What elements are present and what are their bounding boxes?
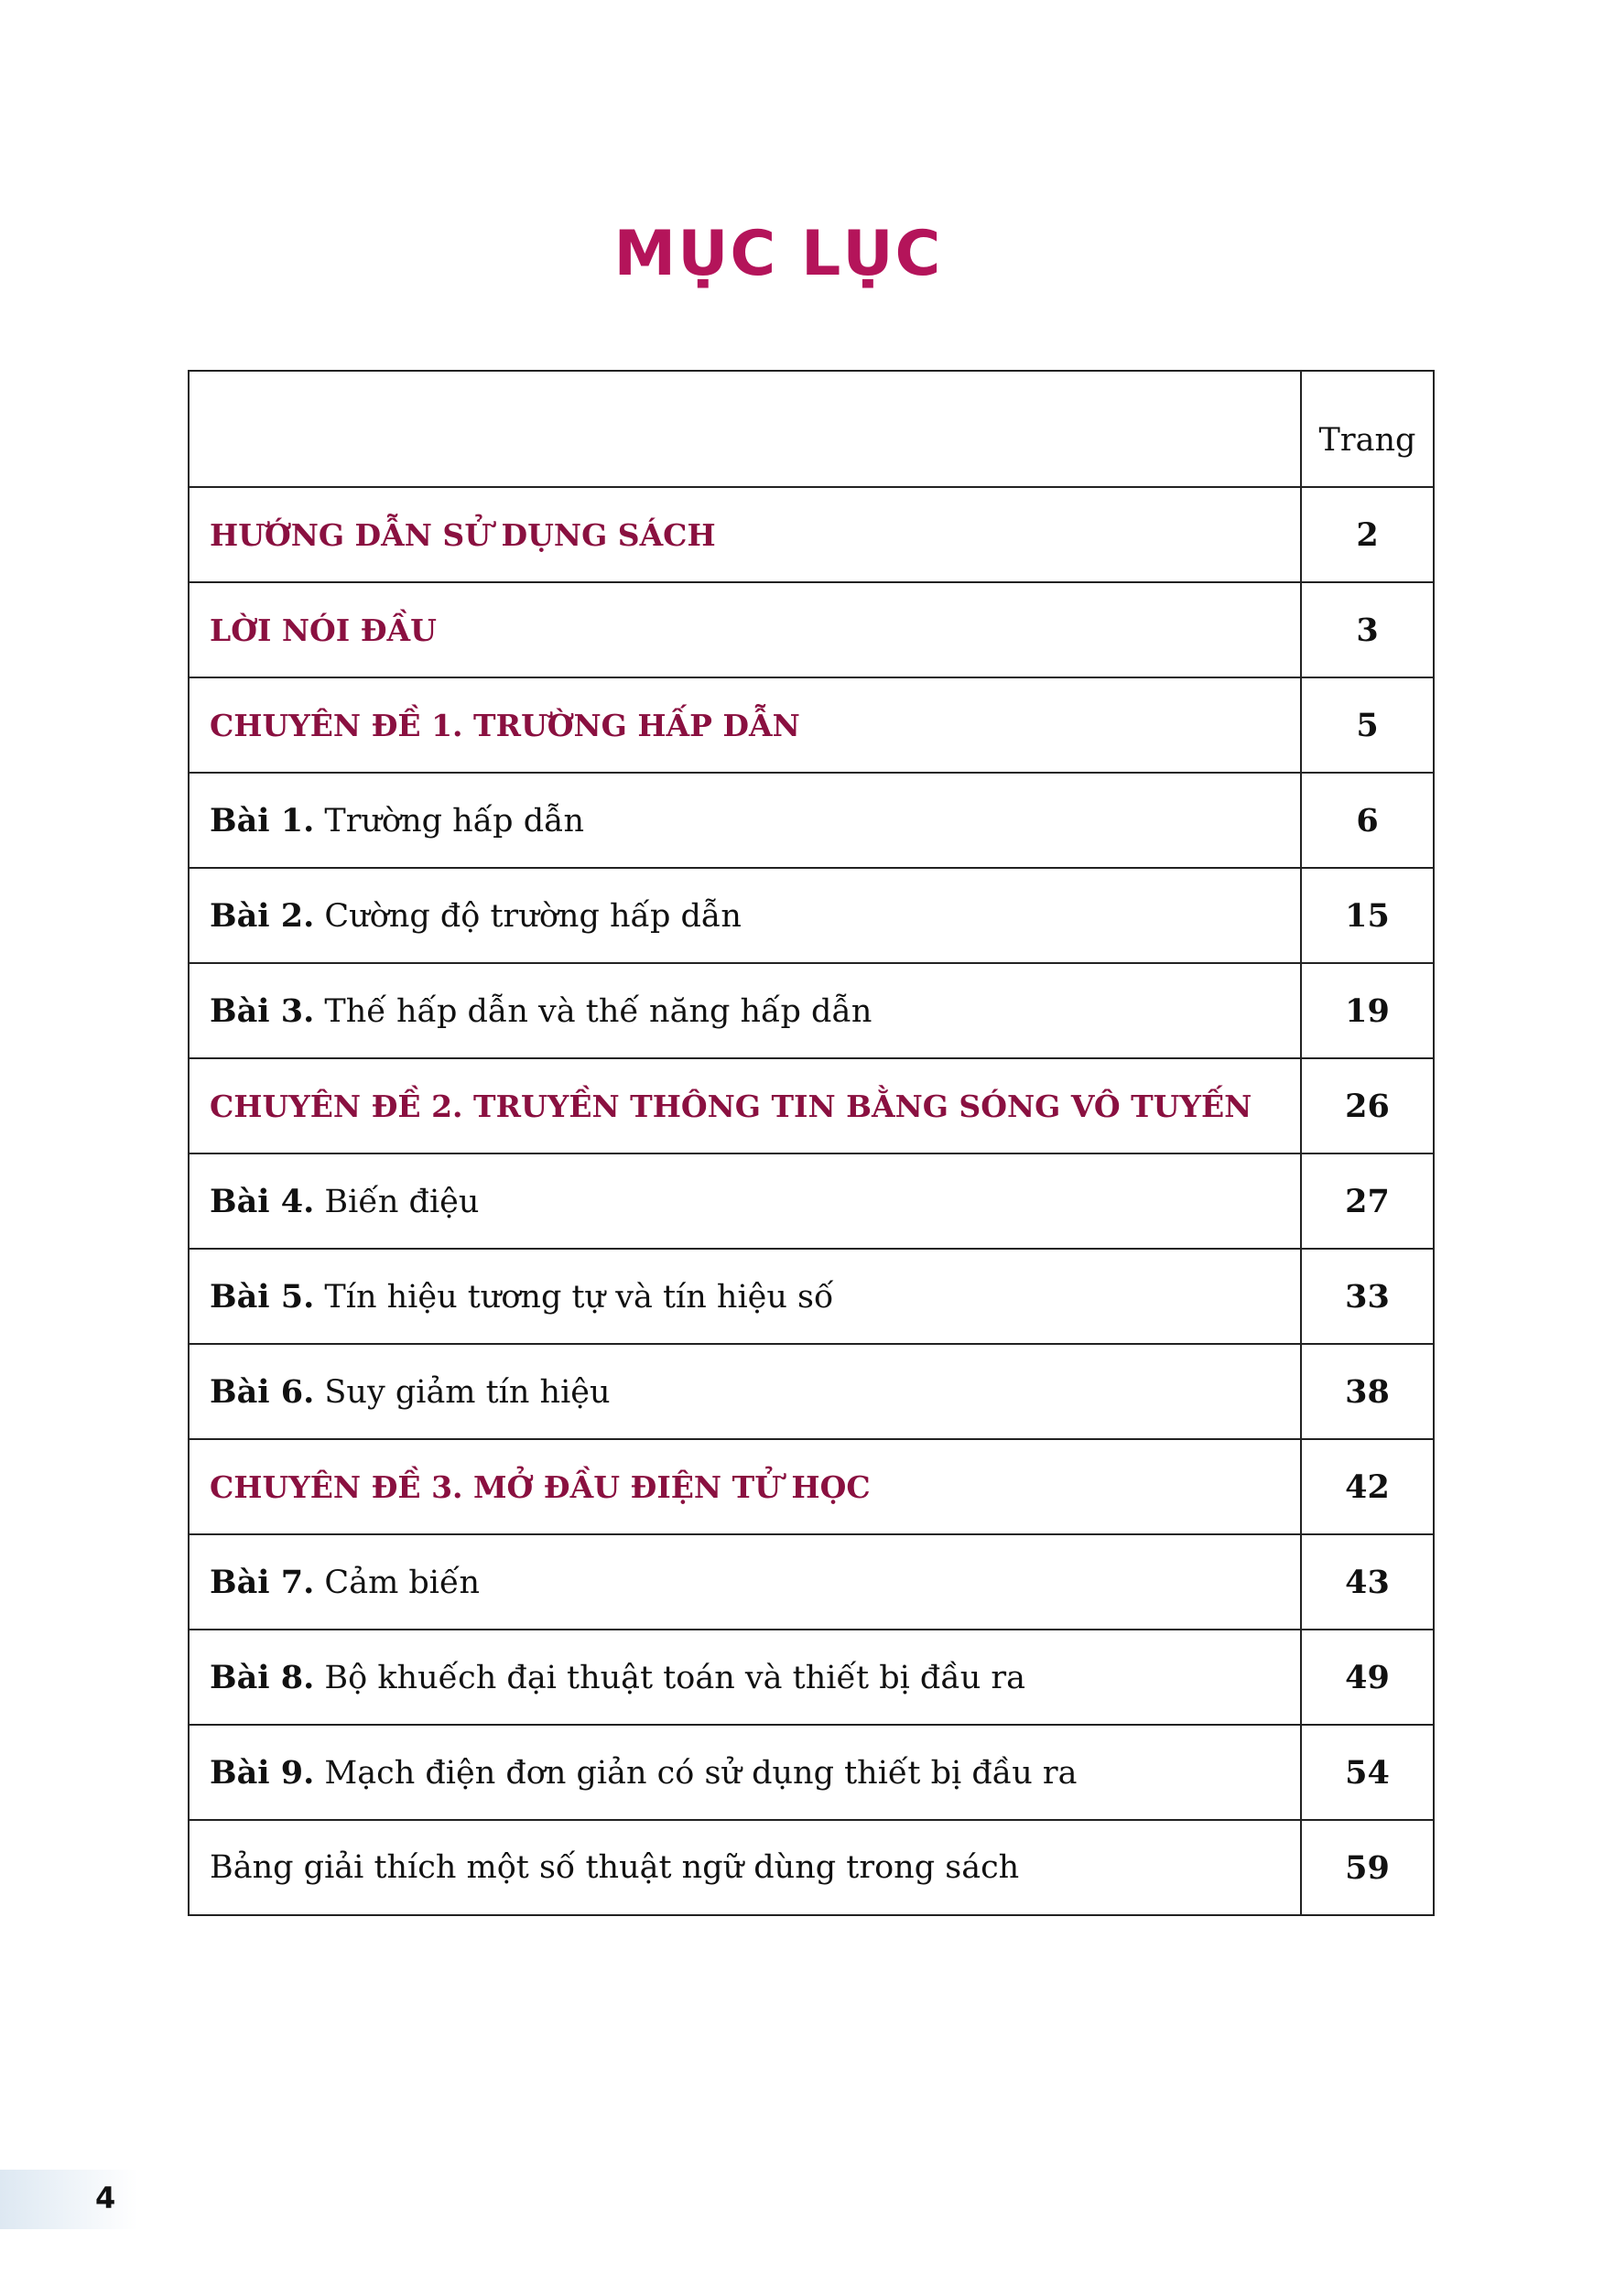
- toc-row: [189, 1439, 1434, 1534]
- toc-entry-title: [189, 1534, 1301, 1630]
- toc-page-number: 5: [1301, 677, 1434, 773]
- toc-row: [189, 963, 1434, 1058]
- toc-page-number: 6: [1301, 773, 1434, 868]
- table-of-contents: [188, 370, 1435, 1916]
- entry-text: CHUYÊN ĐỀ 1. TRƯỜNG HẤP DẪN: [210, 707, 800, 743]
- page-number: 4: [95, 2181, 116, 2215]
- toc-page-number: 38: [1301, 1344, 1434, 1439]
- table-header-row: [189, 371, 1434, 487]
- lesson-number: Bài 6.: [210, 1372, 315, 1411]
- entry-text: Suy giảm tín hiệu: [324, 1373, 611, 1411]
- toc-section-title: [189, 1058, 1301, 1153]
- toc-page-number: 27: [1301, 1153, 1434, 1249]
- entry-text: HƯỚNG DẪN SỬ DỤNG SÁCH: [210, 516, 716, 553]
- lesson-number: Bài 8.: [210, 1658, 315, 1696]
- entry-text: Bộ khuếch đại thuật toán và thiết bị đầu ra: [324, 1659, 1026, 1696]
- toc-row: [189, 1534, 1434, 1630]
- toc-page-number: 2: [1301, 487, 1434, 582]
- toc-entry-title: [189, 963, 1301, 1058]
- toc-page-number: 26: [1301, 1058, 1434, 1153]
- toc-row: [189, 868, 1434, 963]
- header-blank-cell: [189, 371, 1301, 487]
- toc-row: [189, 773, 1434, 868]
- lesson-number: Bài 4.: [210, 1182, 315, 1220]
- entry-text: CHUYÊN ĐỀ 3. MỞ ĐẦU ĐIỆN TỬ HỌC: [210, 1468, 871, 1505]
- toc-row: [189, 1630, 1434, 1725]
- lesson-number: Bài 9.: [210, 1753, 315, 1792]
- entry-text: Biến điệu: [324, 1183, 480, 1220]
- toc-row: [189, 1058, 1434, 1153]
- page-column-header: Trang: [1301, 371, 1434, 487]
- toc-row: [189, 1725, 1434, 1820]
- entry-text: Trường hấp dẫn: [324, 802, 585, 839]
- toc-section-title: [189, 487, 1301, 582]
- entry-text: Tín hiệu tương tự và tín hiệu số: [324, 1278, 834, 1316]
- toc-page-number: 3: [1301, 582, 1434, 677]
- lesson-number: Bài 1.: [210, 801, 315, 839]
- entry-text: Thế hấp dẫn và thế năng hấp dẫn: [324, 992, 872, 1030]
- toc-entry-title: [189, 1153, 1301, 1249]
- entry-text: LỜI NÓI ĐẦU: [210, 612, 437, 648]
- toc-page-number: 43: [1301, 1534, 1434, 1630]
- toc-page-number: 54: [1301, 1725, 1434, 1820]
- toc-entry-title: [189, 1249, 1301, 1344]
- toc-row: [189, 1153, 1434, 1249]
- page-number-tab: [0, 2170, 137, 2229]
- toc-section-title: [189, 582, 1301, 677]
- page-title: MỤC LỤC: [613, 218, 943, 290]
- toc-page-number: 15: [1301, 868, 1434, 963]
- lesson-number: Bài 3.: [210, 991, 315, 1030]
- entry-text: CHUYÊN ĐỀ 2. TRUYỀN THÔNG TIN BẰNG SÓNG VÔ TUYẾN: [210, 1088, 1252, 1124]
- toc-entry-title: [189, 1725, 1301, 1820]
- toc-section-title: [189, 1439, 1301, 1534]
- toc-row: [189, 1344, 1434, 1439]
- toc-entry-title: [189, 1820, 1301, 1915]
- lesson-number: Bài 2.: [210, 896, 315, 935]
- toc-row: [189, 1249, 1434, 1344]
- lesson-number: Bài 5.: [210, 1277, 315, 1316]
- toc-page-number: 42: [1301, 1439, 1434, 1534]
- toc-row: [189, 582, 1434, 677]
- entry-text: Cảm biến: [324, 1564, 481, 1601]
- toc-row: [189, 677, 1434, 773]
- toc-entry-title: [189, 773, 1301, 868]
- toc-entry-title: [189, 1344, 1301, 1439]
- lesson-number: Bài 7.: [210, 1563, 315, 1601]
- toc-entry-title: [189, 1630, 1301, 1725]
- entry-text: Cường độ trường hấp dẫn: [324, 897, 742, 935]
- toc-page-number: 59: [1301, 1820, 1434, 1915]
- toc-page-number: 33: [1301, 1249, 1434, 1344]
- toc-row: [189, 1820, 1434, 1915]
- entry-text: Mạch điện đơn giản có sử dụng thiết bị đầu ra: [324, 1754, 1078, 1792]
- toc-section-title: [189, 677, 1301, 773]
- toc-page-number: 19: [1301, 963, 1434, 1058]
- entry-text: Bảng giải thích một số thuật ngữ dùng trong sách: [210, 1849, 1020, 1886]
- toc-row: [189, 487, 1434, 582]
- toc-page-number: 49: [1301, 1630, 1434, 1725]
- toc-entry-title: [189, 868, 1301, 963]
